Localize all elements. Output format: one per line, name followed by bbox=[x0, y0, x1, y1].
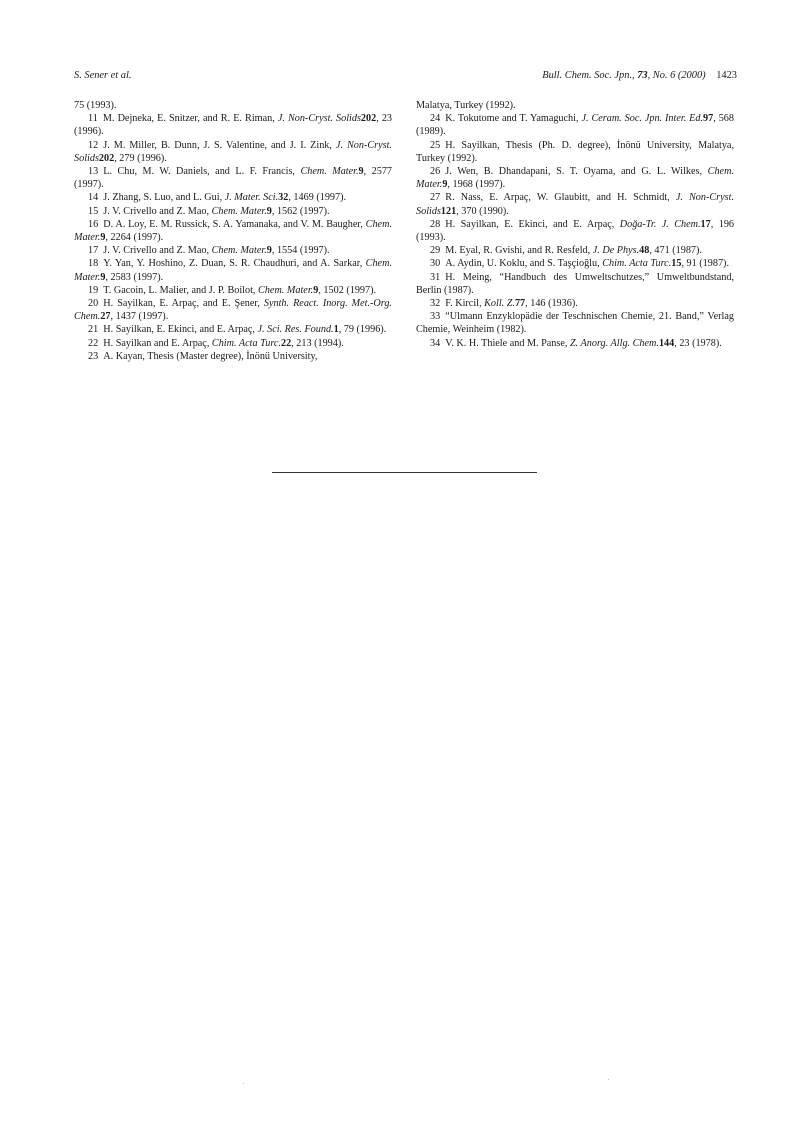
reference-text: 75 (1993). bbox=[74, 100, 117, 111]
reference-number: 19 bbox=[88, 284, 99, 296]
reference-pages-year: , 1562 (1997). bbox=[271, 205, 330, 217]
reference-number: 30 bbox=[430, 258, 441, 270]
reference-number: 34 bbox=[430, 337, 441, 349]
reference-volume: 1 bbox=[333, 324, 339, 336]
reference-authors: F. Kircil, bbox=[445, 298, 485, 310]
reference-volume: 9 bbox=[442, 179, 448, 191]
reference-journal: Chem. Mater. bbox=[416, 166, 734, 191]
reference-number: 22 bbox=[88, 337, 99, 349]
reference-pages-year: , 23 (1978). bbox=[674, 337, 722, 349]
reference-volume: 202 bbox=[98, 152, 115, 164]
reference-authors: H. Meing, “Handbuch des Umweltschutzes,” Umweltbundstand, Berlin (1987). bbox=[416, 271, 734, 296]
reference-pages-year: , 1968 (1997). bbox=[447, 179, 506, 191]
reference-pages-year: , 279 (1996). bbox=[114, 152, 167, 164]
references-left-column bbox=[74, 99, 392, 363]
reference-pages-year: , 1437 (1997). bbox=[110, 311, 169, 323]
reference-item bbox=[416, 297, 734, 310]
reference-journal: J. Non-Cryst. Solids bbox=[74, 139, 392, 164]
scan-speck bbox=[608, 1079, 609, 1080]
reference-continuation bbox=[74, 99, 392, 112]
reference-authors: J. M. Miller, B. Dunn, J. S. Valentine, and J. I. Zink, bbox=[103, 139, 336, 151]
reference-authors: “Ulmann Enzyklopädie der Teschnischen Chemie, 21. Band,” Verlag Chemie, Weinheim (1982). bbox=[416, 311, 734, 336]
reference-pages-year: , 79 (1996). bbox=[338, 324, 387, 336]
reference-item bbox=[416, 337, 734, 350]
reference-volume: 9 bbox=[313, 284, 319, 296]
reference-item bbox=[74, 323, 392, 336]
reference-number: 11 bbox=[88, 113, 98, 125]
reference-authors: M. Eyal, R. Gvishi, and R. Resfeld, bbox=[445, 245, 593, 257]
reference-volume: 9 bbox=[266, 245, 272, 257]
reference-journal: Z. Anorg. Allg. Chem. bbox=[569, 337, 659, 349]
references-right-column bbox=[416, 99, 734, 350]
header-issue: , No. 6 (2000) bbox=[647, 70, 706, 81]
reference-item bbox=[74, 191, 392, 204]
reference-pages-year: , 1469 (1997). bbox=[288, 192, 347, 204]
reference-volume: 144 bbox=[658, 337, 675, 349]
reference-journal: J. Non-Cryst. Solids bbox=[277, 113, 361, 125]
reference-volume: 22 bbox=[280, 337, 292, 349]
reference-number: 24 bbox=[430, 113, 441, 125]
reference-authors: Y. Yan, Y. Hoshino, Z. Duan, S. R. Chaudhuri, and A. Sarkar, bbox=[103, 258, 366, 270]
reference-volume: 121 bbox=[440, 205, 457, 217]
reference-journal: J. De Phys. bbox=[592, 245, 640, 257]
reference-text: Malatya, Turkey (1992). bbox=[416, 100, 516, 111]
reference-pages-year: , 1554 (1997). bbox=[271, 245, 330, 257]
reference-item bbox=[74, 139, 392, 165]
reference-authors: V. K. H. Thiele and M. Panse, bbox=[445, 337, 570, 349]
reference-authors: R. Nass, E. Arpaç, W. Glaubitt, and H. Schmidt, bbox=[445, 192, 676, 204]
reference-number: 17 bbox=[88, 245, 99, 257]
reference-volume: 48 bbox=[639, 245, 650, 257]
reference-item bbox=[74, 218, 392, 244]
reference-journal: Chem. Mater. bbox=[211, 245, 267, 257]
reference-authors: J. Zhang, S. Luo, and L. Gui, bbox=[103, 192, 225, 204]
reference-journal: Chem. Mater. bbox=[74, 218, 392, 244]
reference-volume: 9 bbox=[100, 271, 106, 283]
reference-item bbox=[416, 218, 734, 244]
reference-number: 29 bbox=[430, 245, 441, 257]
reference-journal: J. Ceram. Soc. Jpn. Inter. Ed. bbox=[581, 113, 704, 125]
reference-number: 13 bbox=[88, 166, 99, 178]
reference-journal: Doğa-Tr. J. Chem. bbox=[619, 218, 701, 230]
reference-pages-year: , 23 (1996). bbox=[74, 113, 393, 138]
reference-item bbox=[74, 337, 392, 350]
reference-journal: Chim. Acta Turc. bbox=[602, 258, 672, 270]
reference-item bbox=[74, 350, 392, 363]
reference-volume: 9 bbox=[266, 205, 272, 217]
reference-number: 20 bbox=[88, 298, 99, 310]
reference-pages-year: , 568 (1989). bbox=[416, 113, 734, 138]
reference-number: 28 bbox=[430, 218, 441, 230]
header-journal: Bull. Chem. Soc. Jpn., bbox=[542, 70, 635, 81]
reference-authors: A. Kayan, Thesis (Master degree), İnönü University, bbox=[103, 350, 318, 362]
reference-pages-year: , 2264 (1997). bbox=[105, 232, 164, 244]
reference-number: 18 bbox=[88, 258, 99, 270]
reference-volume: 27 bbox=[100, 311, 111, 323]
header-volume: 73 bbox=[637, 70, 648, 81]
reference-volume: 17 bbox=[700, 218, 711, 230]
reference-journal: Synth. React. Inorg. Met.-Org. Chem. bbox=[74, 298, 392, 323]
reference-number: 27 bbox=[430, 192, 441, 204]
reference-item bbox=[416, 244, 734, 257]
reference-pages-year: , 91 (1987). bbox=[681, 258, 729, 270]
reference-continuation bbox=[416, 99, 734, 112]
reference-authors: A. Aydin, U. Koklu, and S. Taşçioğlu, bbox=[445, 258, 603, 270]
reference-item bbox=[74, 112, 392, 138]
reference-number: 32 bbox=[430, 298, 441, 310]
reference-item bbox=[74, 257, 392, 283]
reference-item bbox=[416, 271, 734, 297]
reference-number: 16 bbox=[88, 218, 99, 230]
reference-pages-year: , 196 (1993). bbox=[416, 218, 735, 244]
reference-journal: J. Sci. Res. Found. bbox=[257, 324, 334, 336]
reference-journal: Chem. Mater. bbox=[211, 205, 267, 217]
header-authors: S. Sener et al. bbox=[74, 70, 132, 81]
reference-authors: H. Sayilkan, E. Ekinci, and E. Arpaç, bbox=[445, 218, 620, 230]
reference-number: 33 bbox=[430, 311, 441, 323]
reference-journal: J. Mater. Sci. bbox=[224, 192, 279, 204]
reference-volume: 202 bbox=[360, 113, 377, 125]
header-citation bbox=[542, 70, 737, 81]
reference-number: 31 bbox=[430, 271, 441, 283]
reference-pages-year: , 1502 (1997). bbox=[318, 284, 377, 296]
page-number: 1423 bbox=[716, 70, 737, 81]
reference-pages-year: , 213 (1994). bbox=[291, 337, 344, 349]
reference-authors: L. Chu, M. W. Daniels, and L. F. Francis, bbox=[103, 166, 301, 178]
reference-journal: Chem. Mater. bbox=[300, 166, 359, 178]
reference-number: 26 bbox=[430, 166, 441, 178]
reference-volume: 32 bbox=[278, 192, 289, 204]
reference-authors: J. V. Crivello and Z. Mao, bbox=[103, 205, 212, 217]
running-header bbox=[74, 70, 737, 86]
reference-item bbox=[74, 205, 392, 218]
reference-number: 25 bbox=[430, 139, 441, 151]
reference-pages-year: , 146 (1936). bbox=[525, 298, 578, 310]
reference-number: 14 bbox=[88, 192, 99, 204]
reference-journal: J. Non-Cryst. Solids bbox=[416, 192, 734, 217]
reference-journal: Chem. Mater. bbox=[258, 284, 314, 296]
reference-item bbox=[416, 257, 734, 270]
reference-pages-year: , 471 (1987). bbox=[649, 245, 702, 257]
reference-volume: 97 bbox=[703, 113, 714, 125]
reference-item bbox=[74, 165, 392, 191]
reference-authors: H. Sayilkan, E. Ekinci, and E. Arpaç, bbox=[103, 324, 258, 336]
reference-journal: Koll. Z. bbox=[484, 298, 515, 310]
reference-item bbox=[416, 112, 734, 138]
reference-volume: 77 bbox=[514, 298, 526, 310]
reference-volume: 15 bbox=[671, 258, 682, 270]
reference-authors: J. Wen, B. Dhandapani, S. T. Oyama, and G. L. Wilkes, bbox=[445, 166, 708, 178]
reference-item bbox=[416, 191, 734, 217]
reference-authors: H. Sayilkan and E. Arpaç, bbox=[103, 337, 212, 349]
scan-speck bbox=[243, 1083, 244, 1084]
reference-authors: M. Dejneka, E. Snitzer, and R. E. Riman, bbox=[102, 113, 278, 125]
reference-number: 23 bbox=[88, 350, 99, 362]
reference-item bbox=[74, 284, 392, 297]
reference-item bbox=[416, 165, 734, 191]
reference-journal: Chim. Acta Turc. bbox=[211, 337, 281, 349]
reference-pages-year: , 2577 (1997). bbox=[74, 166, 393, 191]
reference-item bbox=[74, 297, 392, 323]
reference-number: 12 bbox=[88, 139, 99, 151]
reference-volume: 9 bbox=[358, 166, 364, 178]
reference-number: 21 bbox=[88, 324, 99, 336]
reference-pages-year: , 370 (1990). bbox=[456, 205, 509, 217]
reference-item bbox=[416, 310, 734, 336]
reference-item bbox=[416, 139, 734, 165]
reference-authors: H. Sayilkan, E. Arpaç, and E. Şener, bbox=[103, 298, 264, 310]
reference-item bbox=[74, 244, 392, 257]
reference-authors: T. Gacoin, L. Malier, and J. P. Boilot, bbox=[103, 284, 259, 296]
reference-number: 15 bbox=[88, 205, 99, 217]
end-rule bbox=[272, 472, 537, 473]
reference-volume: 9 bbox=[100, 232, 106, 244]
reference-pages-year: , 2583 (1997). bbox=[105, 271, 164, 283]
reference-authors: H. Sayilkan, Thesis (Ph. D. degree), İnönü University, Malatya, Turkey (1992). bbox=[416, 139, 734, 164]
reference-authors: J. V. Crivello and Z. Mao, bbox=[103, 245, 212, 257]
reference-authors: D. A. Loy, E. M. Russick, S. A. Yamanaka, and V. M. Baugher, bbox=[103, 218, 366, 230]
reference-authors: K. Tokutome and T. Yamaguchi, bbox=[445, 113, 582, 125]
reference-journal: Chem. Mater. bbox=[74, 258, 392, 283]
